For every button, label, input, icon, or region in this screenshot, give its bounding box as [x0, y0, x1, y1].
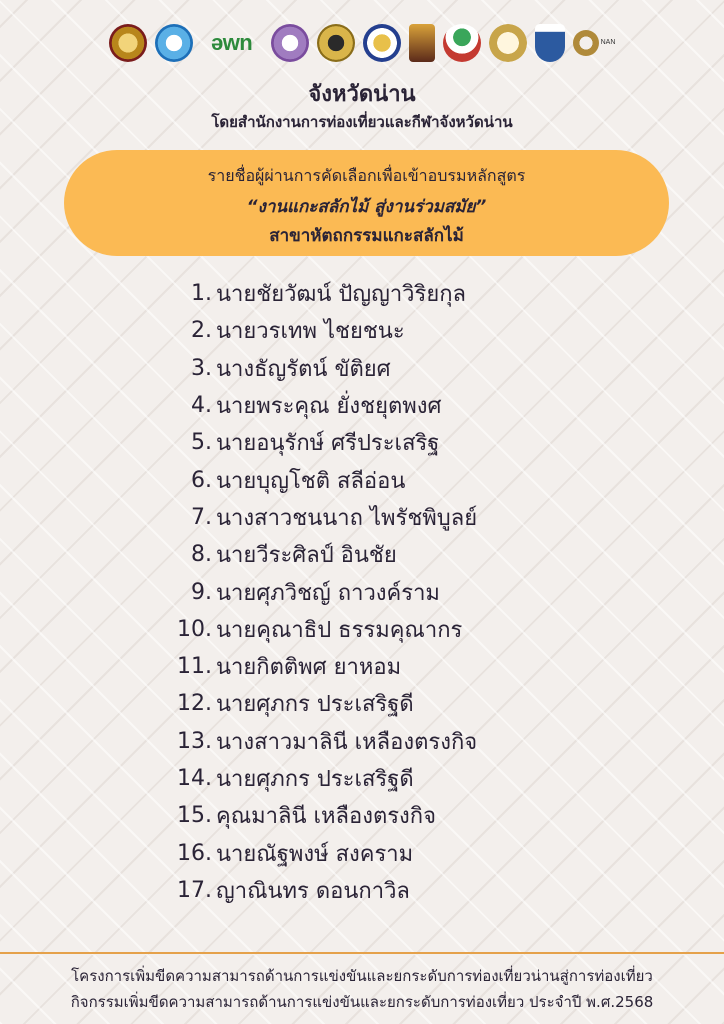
- list-item: [0, 723, 724, 760]
- shield-emblem-logo: [535, 24, 565, 62]
- list-item: [0, 424, 724, 461]
- participant-name: นายคุณาธิป ธรรมคุณากร: [216, 617, 463, 643]
- item-number: 7.: [191, 504, 212, 530]
- own-logo: əwn: [210, 30, 253, 55]
- item-number: 3.: [191, 355, 212, 381]
- item-number: 10.: [177, 616, 212, 642]
- item-number: 6.: [191, 467, 212, 493]
- page-subtitle: โดยสำนักงานการท่องเที่ยวและกีฬาจังหวัดน่าน: [211, 113, 513, 131]
- course-banner: [64, 150, 669, 256]
- blue-emblem-logo: [155, 24, 193, 62]
- participant-name: นายศุภกร ประเสริฐดี: [216, 767, 414, 792]
- list-item: [0, 834, 724, 871]
- participant-list: [0, 275, 724, 909]
- participant-name: นายศุภกร ประเสริฐดี: [216, 692, 414, 718]
- list-item: [0, 573, 724, 610]
- page-title: จังหวัดน่าน: [308, 82, 416, 107]
- participant-name: นายศุภวิชญ์ ถาวงค์ราม: [216, 580, 440, 606]
- list-item: [0, 685, 724, 722]
- list-item: [0, 536, 724, 573]
- list-item: [0, 872, 724, 909]
- item-number: 11.: [177, 654, 212, 680]
- partner-logos: [0, 20, 724, 66]
- item-number: 13.: [177, 728, 212, 754]
- participant-name: นายกิตติพศ ยาหอม: [216, 655, 402, 681]
- list-item: [0, 275, 724, 312]
- participant-name: นายชัยวัฒน์ ปัญญาวิริยกุล: [216, 282, 467, 308]
- participant-name: นางสาวชนนาถ ไพรัชพิบูลย์: [216, 505, 478, 531]
- footer-project-line: โครงการเพิ่มขีดความสามารถด้านการแข่งขันและยกระดับการท่องเที่ยวน่านสู่การท่องเที่ยว: [71, 967, 653, 985]
- item-number: 9.: [191, 579, 212, 605]
- participant-name: นายอนุรักษ์ ศรีประเสริฐ: [216, 431, 440, 457]
- item-number: 16.: [177, 840, 212, 866]
- item-number: 14.: [177, 766, 212, 791]
- item-number: 5.: [191, 430, 212, 456]
- provincial-seal-logo: [109, 24, 147, 62]
- participant-name: นายณัฐพงษ์ สงคราม: [216, 841, 414, 867]
- item-number: 8.: [191, 542, 212, 568]
- list-item: [0, 461, 724, 498]
- item-number: 12.: [177, 691, 212, 717]
- item-number: 17.: [177, 877, 212, 903]
- course-name: “งานแกะสลักไม้ สู่งานร่วมสมัย”: [246, 197, 487, 217]
- course-branch: สาขาหัตถกรรมแกะสลักไม้: [269, 226, 464, 246]
- green-red-emblem-logo: [443, 24, 481, 62]
- nan-logo-label: NAN: [600, 39, 616, 46]
- list-item: [0, 760, 724, 797]
- banner-heading: รายชื่อผู้ผ่านการคัดเลือกเพื่อเข้าอบรมหลักสูตร: [207, 166, 526, 185]
- participant-name: คุณมาลินี เหลืองตรงกิจ: [216, 804, 437, 830]
- participant-name: นางธัญรัตน์ ขัติยศ: [216, 356, 391, 382]
- list-item: [0, 499, 724, 536]
- purple-seal-logo: [271, 24, 309, 62]
- participant-name: ญาณินทร ดอนกาวิล: [216, 878, 410, 904]
- participant-name: นางสาวมาลินี เหลืองตรงกิจ: [216, 729, 478, 755]
- item-number: 2.: [191, 318, 212, 344]
- item-number: 1.: [191, 281, 212, 307]
- list-item: [0, 387, 724, 424]
- gold-emblem-logo: [489, 24, 527, 62]
- list-item: [0, 350, 724, 387]
- participant-name: นายวีระศิลป์ อินชัย: [216, 543, 397, 569]
- list-item: [0, 611, 724, 648]
- gold-seal-logo: [317, 24, 355, 62]
- list-item: [0, 648, 724, 685]
- item-number: 15.: [177, 803, 212, 829]
- participant-name: นายบุญโชติ สลีอ่อน: [216, 468, 406, 494]
- item-number: 4.: [191, 393, 212, 419]
- list-item: [0, 797, 724, 834]
- nan-mark-icon: [573, 30, 599, 56]
- temple-emblem-logo: [409, 24, 435, 62]
- participant-name: นายวรเทพ ไชยชนะ: [216, 319, 405, 345]
- blue-gold-emblem-logo: [363, 24, 401, 62]
- footer-activity-line: กิจกรรมเพิ่มขีดความสามารถด้านการแข่งขันและยกระดับการท่องเที่ยว ประจำปี พ.ศ.2568: [70, 993, 654, 1011]
- participant-name: นายพระคุณ ยั่งชยุตพงศ: [216, 394, 442, 420]
- footer-divider: [0, 952, 724, 954]
- nan-logo: [573, 30, 616, 56]
- list-item: [0, 312, 724, 349]
